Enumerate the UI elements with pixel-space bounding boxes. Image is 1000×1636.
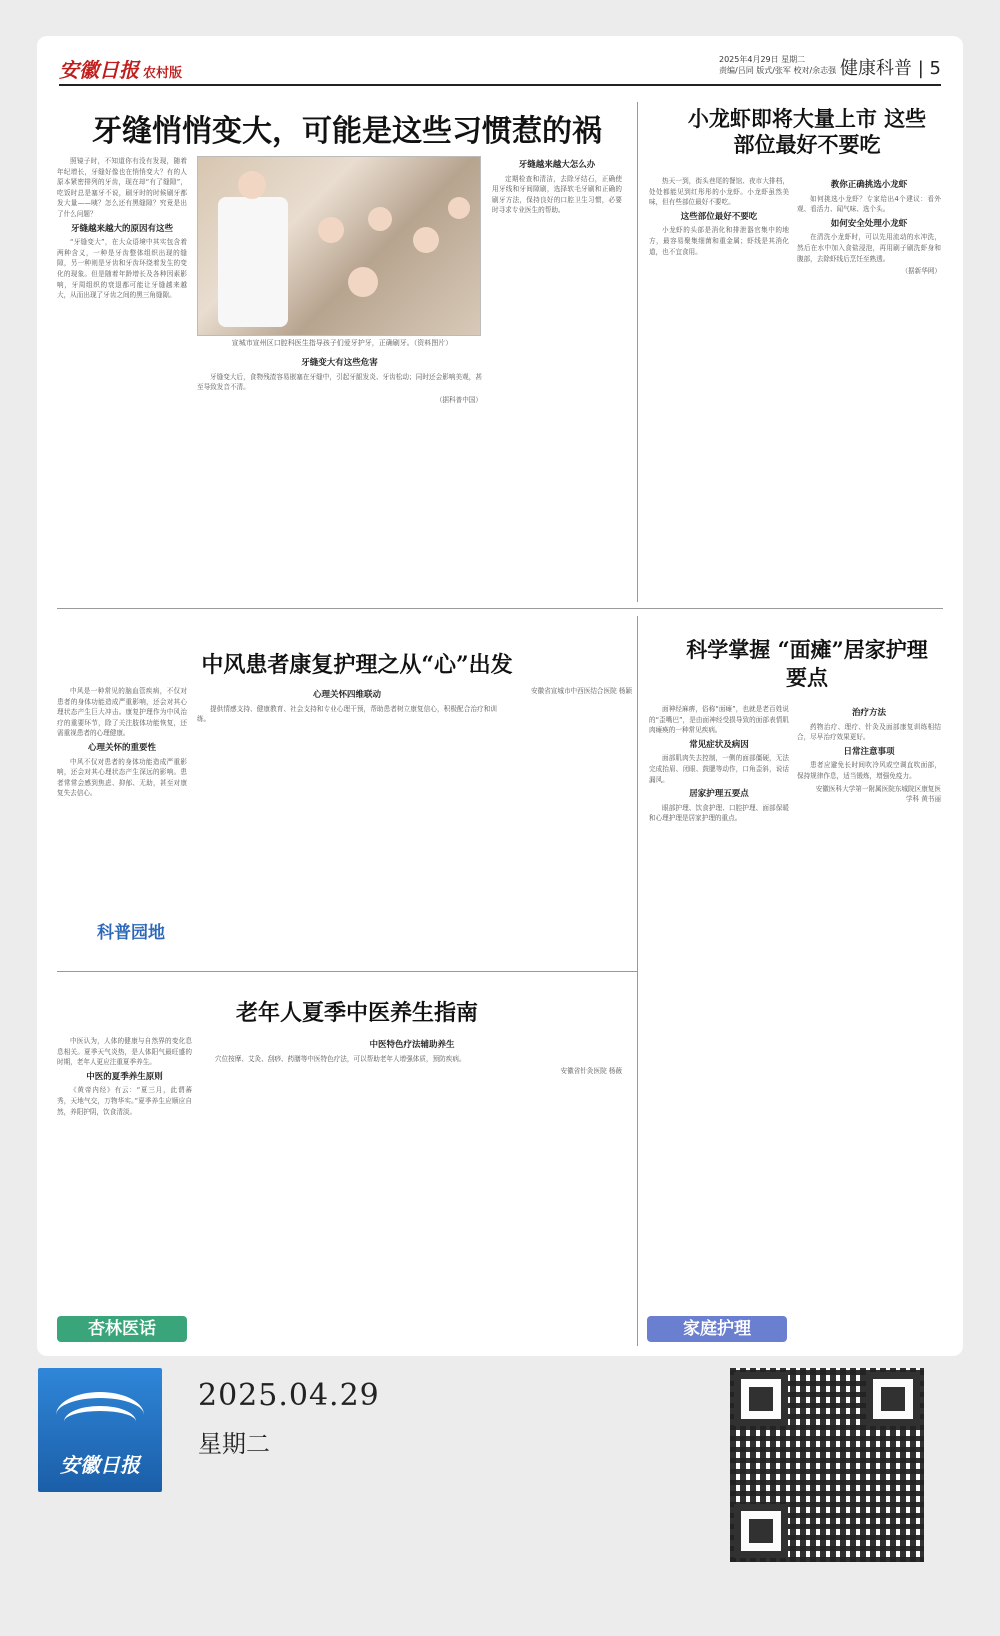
stroke-body1: 中风是一种常见的脑血管疾病，不仅对患者的身体功能造成严重影响，还会对其心理状态产生巨大冲击。康复护理作为中风治疗的重要环节，除了关注肢体功能恢复，还需重视患者的心理健康。 [57, 687, 187, 738]
face-sub4: 日常注意事项 [843, 746, 895, 757]
face-body4: 眼部护理、饮食护理、口腔护理、面部保暖和心理护理是居家护理的重点。 [649, 803, 789, 823]
stroke-sub2: 心理关怀四维联动 [312, 690, 381, 700]
stroke-col-2 [197, 686, 497, 956]
tooth-body3: 牙缝变大后，食物残渣容易嵌塞在牙缝中，引起牙龈发炎、牙齿松动；同时还会影响美观，甚至导致发音不清。 [197, 372, 482, 392]
crayfish-sub2: 教你正确挑选小龙虾 [830, 180, 908, 190]
tooth-sub2: 牙缝越来越大怎么办 [518, 160, 596, 170]
crayfish-headline: 小龙虾即将大量上市 这些部位最好不要吃 [687, 106, 927, 157]
face-body2: 面部肌肉失去控制，一侧的面部僵硬，无法完成抬眉、闭眼、鼓腮等动作，口角歪斜，说话漏风。 [649, 754, 789, 784]
face-col-2 [797, 704, 941, 1304]
newspaper-page [37, 36, 963, 1356]
masthead [59, 54, 941, 86]
face-sub2: 治疗方法 [851, 708, 886, 718]
elderly-col-2 [202, 1036, 622, 1336]
crayfish-col-1 [649, 176, 789, 596]
dentist-photo [197, 156, 481, 336]
stroke-body2: 中风不仅对患者的身体功能造成严重影响，还会对其心理状态产生深远的影响。患者常常会感到焦虑、抑郁、无助，甚至对康复失去信心。 [57, 757, 187, 798]
stroke-headline: 中风患者康复护理之从“心”出发 [201, 652, 513, 678]
issue-weekday: 星期二 [198, 1430, 270, 1458]
crayfish-source: （据新华网） [901, 267, 941, 276]
newspaper-logo: 安徽日报 农村版 [59, 58, 183, 82]
tooth-source: （据科普中国） [435, 395, 482, 404]
face-col-1 [649, 704, 789, 1304]
elderly-body2: 《黄帝内经》有云：“夏三月，此谓蕃秀，天地气交，万物华实。”夏季养生应顺应自然，养阳护阴，饮食清淡。 [57, 1086, 192, 1116]
editors-line: 责编/吕同 版式/张军 校对/余志强 [719, 66, 837, 75]
issue-date: 2025.04.29 [198, 1378, 380, 1413]
crayfish-col-2 [797, 176, 941, 596]
crayfish-sub1: 这些部位最好不要吃 [680, 211, 758, 222]
face-body3: 药物治疗、理疗、针灸及面部康复训练相结合，尽早治疗效果更好。 [797, 722, 941, 742]
footer-logo-text: 安徽日报 [60, 1453, 140, 1477]
tooth-sub3: 牙缝变大有这些危害 [301, 358, 378, 368]
elderly-sub2: 中医特色疗法辅助养生 [369, 1040, 455, 1050]
elderly-headline: 老年人夏季中医养生指南 [235, 1000, 478, 1026]
issue-meta [719, 54, 844, 76]
anhui-daily-logo [38, 1368, 162, 1492]
stroke-body3: 提供情感支持、健康教育、社会支持和专业心理干预，帮助患者树立康复信心，积极配合治疗和训练。 [197, 704, 497, 724]
tooth-col-2 [197, 354, 482, 584]
crayfish-body3: 如何挑选小龙虾？专家给出4个建议：看外观、看活力、闻气味、选个头。 [797, 194, 941, 214]
tooth-col-1 [57, 156, 187, 586]
crayfish-body4: 在清洗小龙虾时，可以先用流动的水冲洗，然后在水中加入食盐浸泡，再用刷子刷洗虾身和腹部，去除虾线后烹饪至熟透。 [797, 233, 941, 263]
face-body5: 患者应避免长时间吹冷风或空调直吹面部，保持规律作息，适当锻炼，增强免疫力。 [797, 761, 941, 780]
tooth-col-4 [492, 156, 622, 586]
face-source: 安徽医科大学第一附属医院东城院区康复医学科 黄书丽 [815, 784, 941, 804]
photo-caption: 宣城市宣州区口腔科医生指导孩子们爱牙护牙，正确刷牙。（资料图片） [231, 339, 453, 347]
tooth-headline: 牙缝悄悄变大，可能是这些习惯惹的祸 [92, 114, 602, 149]
crayfish-body2: 小龙虾的头部是消化和排泄器官集中的地方，最容易聚集细菌和重金属；虾线是其消化道，也不宜食用。 [649, 226, 789, 256]
stroke-sub1: 心理关怀的重要性 [87, 742, 156, 753]
stroke-col-3 [507, 686, 632, 956]
tooth-body1: “牙缝变大”，在大众语境中其实包含着两种含义，一种是牙齿整体组织出现的缝隙，另一种则是牙齿和牙齿环绕着发生的变化的现象。但是随着年龄增长及各种因素影响，牙周组织的衰退都可能让牙缝越来越大，从而出现了牙齿之间的黑三角缝隙。 [57, 238, 187, 300]
face-sub1: 常见症状及病因 [689, 739, 749, 750]
stroke-col-1 [57, 686, 187, 916]
elderly-sub1: 中医的夏季养生原则 [86, 1071, 163, 1082]
xinglin-badge: 杏林医话 [57, 1316, 187, 1342]
edition-label: 农村版 [143, 66, 183, 81]
care-badge: 家庭护理 [647, 1316, 787, 1342]
face-headline: 科学掌握 “面瘫”居家护理要点 [686, 637, 928, 690]
tooth-sub1: 牙缝越来越大的原因有这些 [70, 223, 173, 234]
tooth-body2: 定期检查和清洁，去除牙结石，正确使用牙线和牙间隙刷，选择软毛牙刷和正确的刷牙方法，保持良好的口腔卫生习惯，必要时寻求专业医生的帮助。 [492, 174, 622, 215]
kepu-badge: 科普园地 [97, 923, 165, 943]
elderly-source: 安徽省针灸医院 杨薇 [560, 1067, 622, 1076]
section-title: 健康科普 | 5 [840, 58, 941, 79]
stroke-source: 安徽省宣城市中西医结合医院 杨颖 [530, 687, 632, 695]
qr-code-icon[interactable] [730, 1368, 924, 1562]
face-sub3: 居家护理五要点 [689, 789, 749, 800]
elderly-body1: 中医认为，人体的健康与自然界的变化息息相关。夏季天气炎热，是人体阳气最旺盛的时期，老年人更应注重夏季养生。 [57, 1037, 192, 1067]
elderly-body3: 穴位按摩、艾灸、刮痧、药膳等中医特色疗法，可以帮助老年人增强体质，预防疾病。 [215, 1054, 466, 1063]
face-body1: 面神经麻痹，俗称“面瘫”，也就是老百姓说的“歪嘴巴”，是由面神经受损导致的面部表情肌肉瘫痪的一种常见疾病。 [649, 705, 789, 735]
elderly-col-1 [57, 1036, 192, 1306]
tooth-intro: 照镜子时，不知道你有没有发现，随着年纪增长，牙缝好像也在悄悄变大？有的人原本紧密排列的牙齿，现在却“有了缝隙”，吃饭时总是塞牙不说，刷牙时的时候刷牙都发大量——咦？怎么还有黑缝隙？究竟是出了什么问题？ [57, 157, 187, 218]
crayfish-sub3: 如何安全处理小龙虾 [830, 218, 908, 229]
date-line: 2025年4月29日 星期二 [719, 55, 806, 64]
crayfish-body1: 热天一到，街头巷尾的餐馆、夜市大排档，处处都能见到红彤彤的小龙虾。小龙虾虽然美味，但有些部位最好不要吃。 [649, 177, 789, 207]
